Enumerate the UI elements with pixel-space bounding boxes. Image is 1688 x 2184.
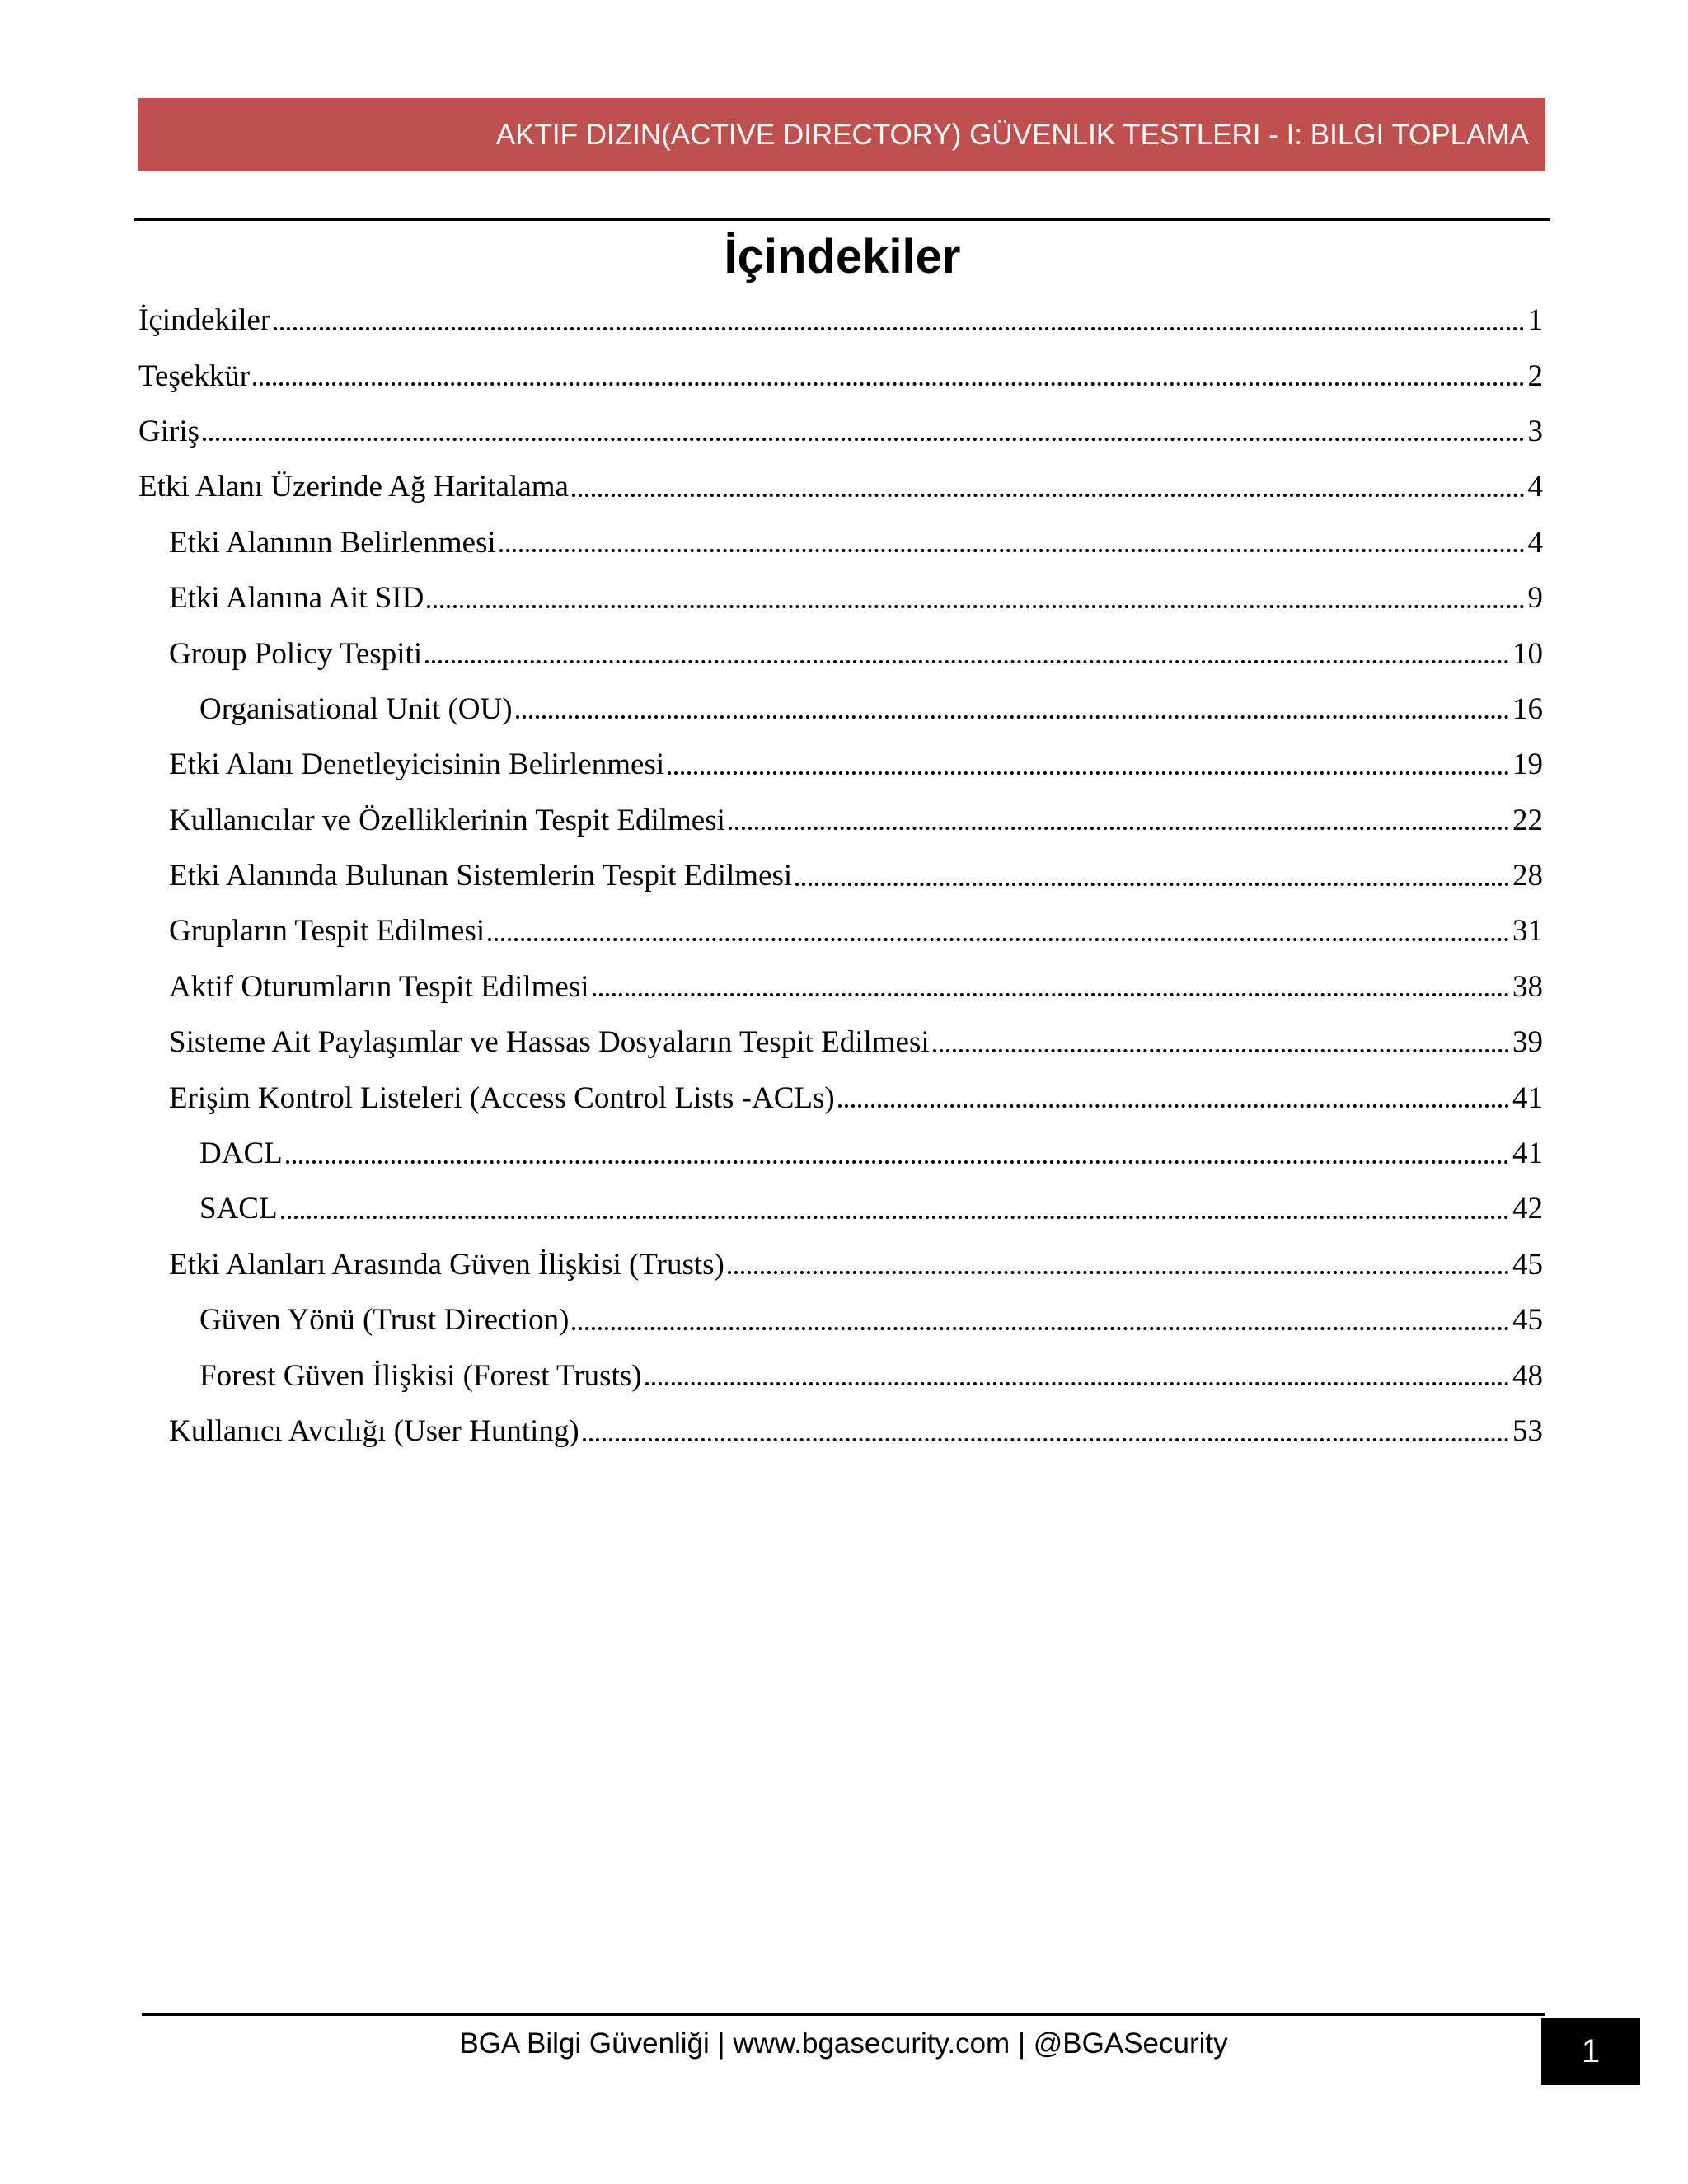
toc-entry-title: Etki Alanında Bulunan Sistemlerin Tespit Edilmesi xyxy=(169,859,793,893)
toc-entry-title: İçindekiler xyxy=(138,303,271,338)
page-number: 1 xyxy=(1581,2032,1601,2069)
toc-heading: İçindekiler xyxy=(724,230,961,284)
toc-entry-page: 48 xyxy=(1512,1358,1543,1393)
footer-text: BGA Bilgi Güvenliği | www.bgasecurity.com | @BGASecurity xyxy=(459,2027,1228,2060)
toc-entry[interactable] xyxy=(138,1181,1543,1236)
dot-leader xyxy=(499,549,1525,552)
dot-leader xyxy=(933,1049,1509,1052)
dot-leader xyxy=(286,1160,1509,1164)
toc-entry-title: Forest Güven İlişkisi (Forest Trusts) xyxy=(199,1358,642,1393)
toc-entry-title: Grupların Tespit Edilmesi xyxy=(169,914,485,949)
toc-entry[interactable] xyxy=(138,1015,1543,1070)
toc-entry-title: Etki Alanları Arasında Güven İlişkisi (Trusts) xyxy=(169,1247,724,1282)
toc-entry-page: 10 xyxy=(1512,636,1543,671)
toc-entry[interactable] xyxy=(138,348,1543,403)
toc-entry-title: Teşekkür xyxy=(138,359,251,393)
dot-leader xyxy=(593,993,1509,996)
toc-entry-title: Kullanıcılar ve Özelliklerinin Tespit Edilmesi xyxy=(169,803,725,837)
toc-entry-page: 9 xyxy=(1527,581,1543,616)
dot-leader xyxy=(645,1382,1509,1385)
toc-entry-title: Giriş xyxy=(138,414,199,448)
dot-leader xyxy=(281,1216,1509,1219)
toc-entry[interactable] xyxy=(138,1070,1543,1125)
toc-entry[interactable] xyxy=(138,626,1543,681)
toc-entry-title: Group Policy Tespiti xyxy=(169,636,423,671)
dot-leader xyxy=(427,605,1524,608)
toc-entry-page: 28 xyxy=(1512,859,1543,893)
top-divider xyxy=(134,218,1550,221)
page-number-box xyxy=(1541,2018,1640,2085)
toc-entry-page: 38 xyxy=(1512,969,1543,1004)
dot-leader xyxy=(729,827,1509,830)
bottom-divider xyxy=(142,2013,1545,2016)
toc-entry-page: 39 xyxy=(1512,1025,1543,1060)
toc-entry-page: 4 xyxy=(1527,470,1543,504)
toc-entry[interactable] xyxy=(138,515,1543,570)
toc-entry-title: Aktif Oturumların Tespit Edilmesi xyxy=(169,969,589,1004)
toc-entry-page: 45 xyxy=(1512,1303,1543,1338)
toc-entry-page: 19 xyxy=(1512,748,1543,782)
toc-entry[interactable] xyxy=(138,1126,1543,1181)
toc-entry-title: Etki Alanına Ait SID xyxy=(169,581,424,616)
toc-entry-title: Güven Yönü (Trust Direction) xyxy=(199,1303,570,1338)
toc-entry[interactable] xyxy=(138,959,1543,1015)
toc-entry-title: Etki Alanı Denetleyicisinin Belirlenmesi xyxy=(169,748,665,782)
toc-entry-page: 41 xyxy=(1512,1080,1543,1115)
toc-entry-title: Etki Alanının Belirlenmesi xyxy=(169,525,496,560)
dot-leader xyxy=(253,382,1524,386)
toc-entry[interactable] xyxy=(138,293,1543,348)
header-title: AKTIF DIZIN(ACTIVE DIRECTORY) GÜVENLIK TESTLERI - I: BILGI TOPLAMA xyxy=(495,118,1529,151)
dot-leader xyxy=(728,1271,1509,1274)
toc-entry[interactable] xyxy=(138,459,1543,514)
toc-entry-page: 3 xyxy=(1527,414,1543,448)
toc-entry-title: Etki Alanı Üzerinde Ağ Haritalama xyxy=(138,470,569,504)
dot-leader xyxy=(838,1104,1509,1108)
table-of-contents xyxy=(138,293,1543,1459)
dot-leader xyxy=(572,494,1525,497)
toc-entry[interactable] xyxy=(138,848,1543,903)
toc-entry-page: 45 xyxy=(1512,1247,1543,1282)
toc-entry-title: Kullanıcı Avcılığı (User Hunting) xyxy=(169,1414,579,1448)
toc-entry[interactable] xyxy=(138,570,1543,626)
toc-entry[interactable] xyxy=(138,903,1543,958)
toc-entry-page: 53 xyxy=(1512,1414,1543,1448)
toc-entry[interactable] xyxy=(138,793,1543,848)
toc-entry[interactable] xyxy=(138,1404,1543,1459)
toc-entry[interactable] xyxy=(138,737,1543,792)
toc-entry-page: 4 xyxy=(1527,525,1543,560)
toc-entry[interactable] xyxy=(138,682,1543,737)
toc-entry-page: 1 xyxy=(1527,303,1543,338)
toc-entry-title: DACL xyxy=(199,1137,283,1171)
dot-leader xyxy=(274,327,1524,330)
dot-leader xyxy=(488,938,1509,941)
toc-entry-page: 2 xyxy=(1527,359,1543,393)
toc-entry-title: Organisational Unit (OU) xyxy=(199,691,513,726)
dot-leader xyxy=(516,715,1509,719)
dot-leader xyxy=(572,1327,1509,1330)
dot-leader xyxy=(425,660,1509,663)
toc-entry[interactable] xyxy=(138,404,1543,459)
toc-entry-title: Sisteme Ait Paylaşımlar ve Hassas Dosyaların Tespit Edilmesi xyxy=(169,1025,930,1060)
toc-entry[interactable] xyxy=(138,1237,1543,1292)
toc-entry-title: SACL xyxy=(199,1192,278,1226)
toc-entry[interactable] xyxy=(138,1292,1543,1347)
dot-leader xyxy=(203,438,1525,441)
toc-entry-title: Erişim Kontrol Listeleri (Access Control Lists -ACLs) xyxy=(169,1080,835,1115)
toc-entry-page: 41 xyxy=(1512,1137,1543,1171)
header-bar xyxy=(138,98,1545,171)
toc-entry[interactable] xyxy=(138,1347,1543,1403)
toc-entry-page: 16 xyxy=(1512,691,1543,726)
toc-entry-page: 31 xyxy=(1512,914,1543,949)
dot-leader xyxy=(795,883,1509,886)
dot-leader xyxy=(668,771,1509,775)
toc-entry-page: 22 xyxy=(1512,803,1543,837)
toc-entry-page: 42 xyxy=(1512,1192,1543,1226)
dot-leader xyxy=(583,1438,1509,1441)
